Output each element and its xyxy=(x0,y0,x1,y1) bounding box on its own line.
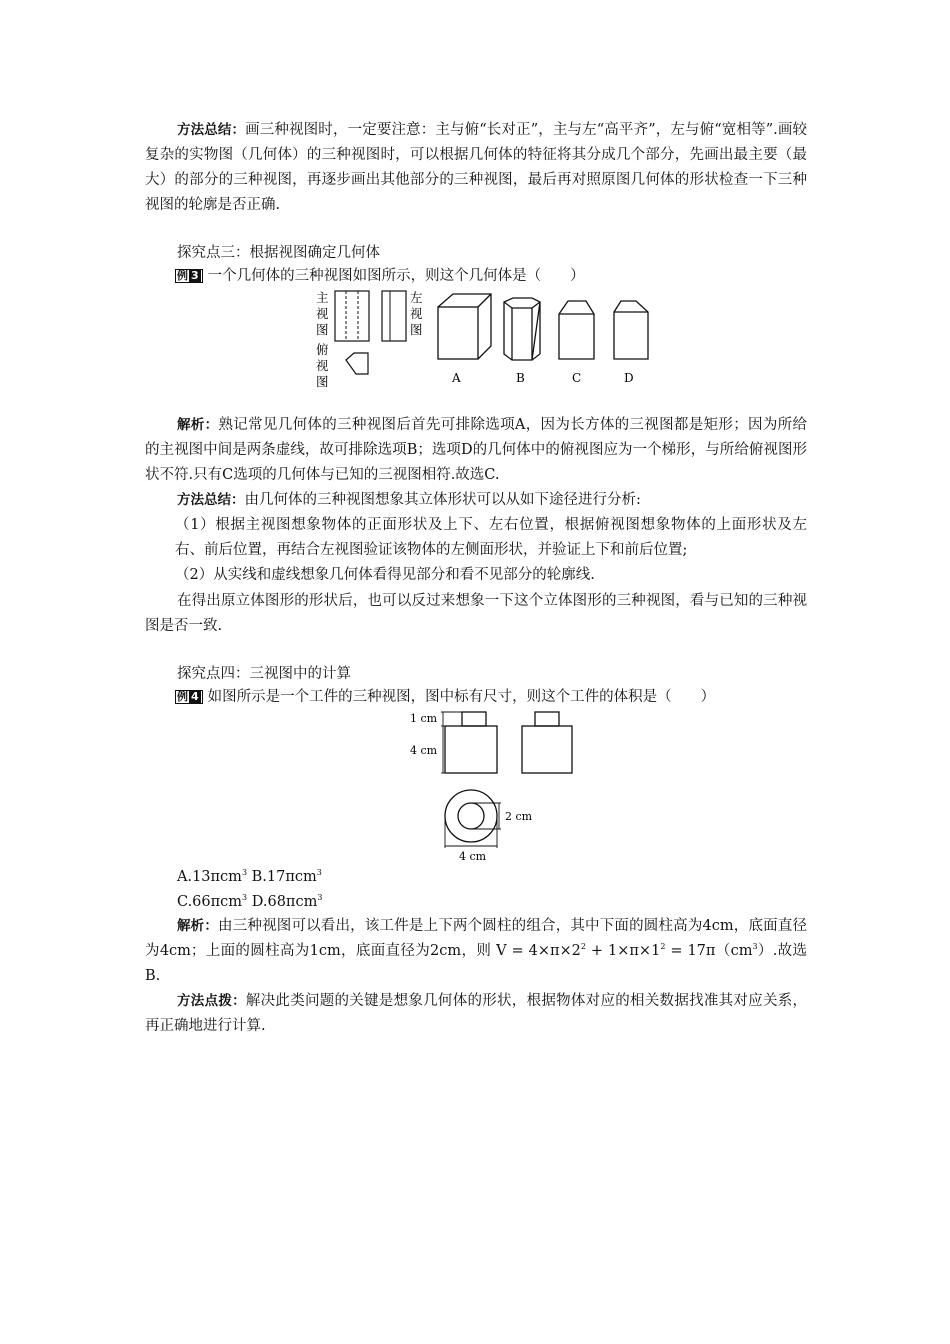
front-view-label-3: 图 xyxy=(316,322,329,337)
summary-text: 画三种视图时，一定要注意：主与俯“长对正”，主与左“高平齐”，左与俯“宽相等”.画较复杂的实物图（几何体）的三种视图时，可以根据几何体的特征将其分成几个部分，先画出最主要（最大）的部分的三种视图，再逐步画出其他部分的三种视图，最后再对照原图几何体的形状检查一下三种视图的轮廓是否正确. xyxy=(145,122,807,213)
option-d: D.68πcm xyxy=(251,894,318,910)
front-view-label-2: 视 xyxy=(316,306,329,321)
dim-bottom-label: 4 cm xyxy=(459,850,487,863)
analysis-label: 解析： xyxy=(177,918,219,934)
option-c-label: C xyxy=(572,371,582,385)
option-b-label: B xyxy=(516,371,525,385)
front-view-rect xyxy=(335,291,369,341)
example3-point-1: （1）根据主视图想象物体的正面形状及上下、左右位置，根据俯视图想象物体的上面形状及左右、前后位置，再结合左视图验证该物体的左侧面形状，并验证上下和前后位置; xyxy=(175,517,807,558)
option-a: A.13πcm xyxy=(177,869,242,885)
option-c-solid xyxy=(559,301,594,359)
example3-text: 一个几何体的三种视图如图所示，则这个几何体是（ ） xyxy=(207,268,585,284)
top-inner-circle xyxy=(458,803,484,829)
dim-side-label: 4 cm xyxy=(410,744,438,757)
example4-tag: 例 4 xyxy=(175,690,203,704)
tip-label: 方法点拨： xyxy=(177,993,246,1009)
top-outer-circle xyxy=(445,790,497,842)
example4-analysis: 解析：由三种视图可以看出，该工件是上下两个圆柱的组合，其中下面的圆柱高为4cm，底面直径为4cm；上面的圆柱高为1cm，底面直径为2cm，则 $V = 4\times\pi\times 2^2 + 1\times\pi\times 1^2 = 17\pi(cm^3)$.故选B. xyxy=(145,918,808,984)
example4-tip xyxy=(145,989,807,1039)
analysis-text: 熟记常见几何体的三种视图后首先可排除选项A，因为长方体的三视图都是矩形；因为所给的主视图中间是两条虚线，故可排除选项B；选项D的几何体中的俯视图应为一个梯形，与所给俯视图形状不符.只有C选项的几何体与已知的三视图相符.故选C. xyxy=(145,417,808,483)
example3-conclusion: 在得出原立体图形的形状后，也可以反过来想象一下这个立体图形的三种视图，看与已知的三种视图是否一致. xyxy=(145,593,807,634)
example4-text: 如图所示是一个工件的三种视图，图中标有尺寸，则这个工件的体积是（ ） xyxy=(207,689,716,705)
example3-question xyxy=(175,264,585,289)
dim-inner-label: 2 cm xyxy=(505,810,533,823)
example3-summary xyxy=(145,488,807,513)
option-b: B.17πcm xyxy=(251,869,317,885)
option-b-solid xyxy=(504,298,540,360)
top-view-label-2: 视 xyxy=(316,358,329,373)
summary-label: 方法总结： xyxy=(177,122,246,138)
front-view-label-1: 主 xyxy=(316,290,329,305)
option-d-label: D xyxy=(624,371,634,385)
tip-text: 解决此类问题的关键是想象几何体的形状，根据物体对应的相关数据找准其对应关系，再正确地进行计算. xyxy=(145,993,808,1034)
method-summary-paragraph xyxy=(145,118,807,218)
left-view-rect xyxy=(382,291,406,341)
top-view-label-1: 俯 xyxy=(316,342,329,357)
dim-top-label: 1 cm xyxy=(410,712,438,725)
summary-label: 方法总结： xyxy=(177,492,245,508)
section3-heading: 探究点三：根据视图确定几何体 xyxy=(177,245,380,261)
side-small-cylinder xyxy=(535,712,559,726)
summary-text: 由几何体的三种视图想象其立体形状可以从如下途径进行分析: xyxy=(244,492,641,508)
section4-heading: 探究点四：三视图中的计算 xyxy=(177,666,351,682)
left-view-label-2: 视 xyxy=(410,306,423,321)
left-view-label-1: 左 xyxy=(410,290,423,305)
example3-tag: 例 3 xyxy=(175,269,203,283)
top-view-trapezoid xyxy=(346,353,368,374)
front-small-cylinder xyxy=(462,712,486,726)
example3-point-2: （2）从实线和虚线想象几何体看得见部分和看不见部分的轮廓线. xyxy=(175,567,595,583)
option-a-solid xyxy=(438,294,491,359)
options-cd: C.66πcm$^3$ D.68πcm$^3$ xyxy=(177,893,323,910)
option-d-solid xyxy=(614,301,648,359)
options-ab: A.13πcm$^3$ B.17πcm$^3$ xyxy=(177,868,322,885)
example4-figure xyxy=(405,708,585,864)
example3-analysis xyxy=(145,413,807,488)
side-large-cylinder xyxy=(522,726,572,773)
example4-question xyxy=(175,685,715,710)
front-large-cylinder xyxy=(445,726,497,773)
left-view-label-3: 图 xyxy=(410,322,423,337)
option-a-label: A xyxy=(452,371,461,385)
example3-figure xyxy=(310,288,670,396)
option-c: C.66πcm xyxy=(177,894,243,910)
analysis-label: 解析： xyxy=(177,417,219,433)
top-view-label-3: 图 xyxy=(316,374,329,389)
